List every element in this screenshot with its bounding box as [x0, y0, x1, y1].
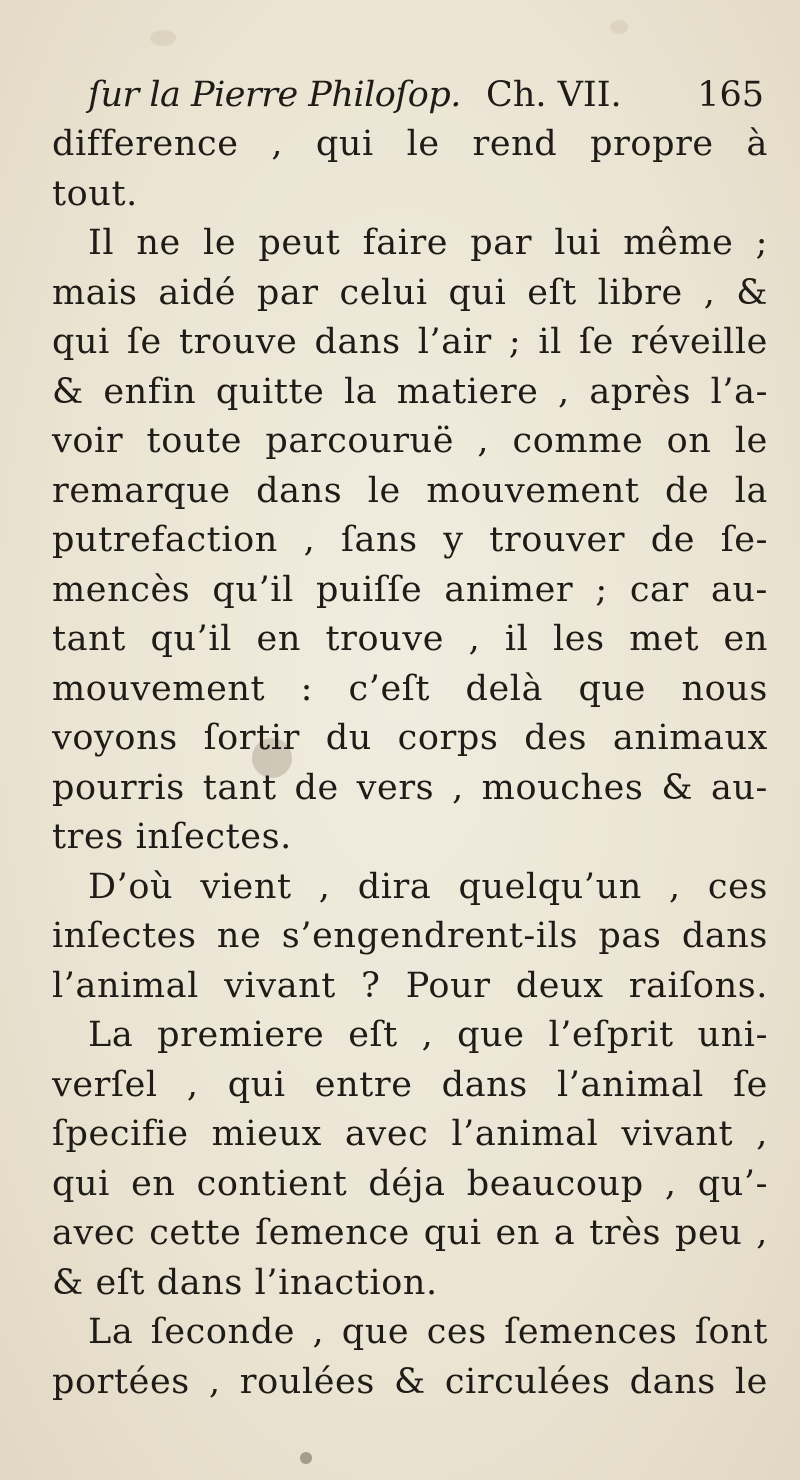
running-title: ſur la Pierre Philoſop.: [88, 75, 461, 115]
text-line: ſpecifie mieux avec l’animal vivant ,: [52, 1114, 768, 1154]
body-text: [52, 120, 768, 1407]
text-line: remarque dans le mouvement de la: [52, 470, 768, 511]
text-line: qui en contient déja beaucoup , qu’-: [52, 1163, 768, 1204]
ink-dot: [300, 1452, 312, 1464]
text-line: qui ſe trouve dans l’air ; il ſe réveille: [52, 322, 768, 362]
text-line: tout.: [52, 173, 138, 214]
text-line: D’où vient , dira quelqu’un , ces: [88, 866, 768, 907]
text-line: difference , qui le rend propre à: [52, 124, 768, 164]
running-head: [88, 70, 768, 120]
text-line: mouvement : c’eſt delà que nous: [52, 668, 768, 709]
text-line: mencès qu’il puiſſe animer ; car au-: [52, 569, 768, 610]
text-line: mais aidé par celui qui eſt libre , &: [52, 272, 768, 313]
text-line: pourris tant de vers , mouches & au-: [52, 767, 768, 808]
text-line: portées , roulées & circulées dans le: [52, 1361, 768, 1402]
text-line: tres inſectes.: [52, 817, 292, 857]
text-line: putrefaction , ſans y trouver de ſe-: [52, 520, 768, 560]
text-line: La premiere eſt , que l’eſprit uni-: [88, 1015, 768, 1055]
chapter-number: Ch. VII.: [486, 75, 622, 115]
text-line: Il ne le peut faire par lui même ;: [88, 223, 768, 263]
text-line: l’animal vivant ? Pour deux raiſons.: [52, 965, 768, 1006]
text-line: & eſt dans l’inaction.: [52, 1262, 438, 1303]
text-line: voyons ſortir du corps des animaux: [52, 718, 768, 758]
text-line: avec cette ſemence qui en a très peu ,: [52, 1213, 768, 1253]
text-line: tant qu’il en trouve , il les met en: [52, 619, 768, 659]
text-line: La ſeconde , que ces ſemences ſont: [88, 1312, 768, 1352]
text-line: inſectes ne s’engendrent-ils pas dans: [52, 916, 768, 956]
page-number: 165: [697, 75, 764, 115]
text-line: & enfin quitte la matiere , après l’a-: [52, 371, 768, 412]
text-line: voir toute parcouruë , comme on le: [52, 421, 768, 461]
foxing-stain: [610, 20, 628, 34]
text-line: verſel , qui entre dans l’animal ſe: [52, 1064, 768, 1105]
foxing-stain: [150, 30, 176, 46]
